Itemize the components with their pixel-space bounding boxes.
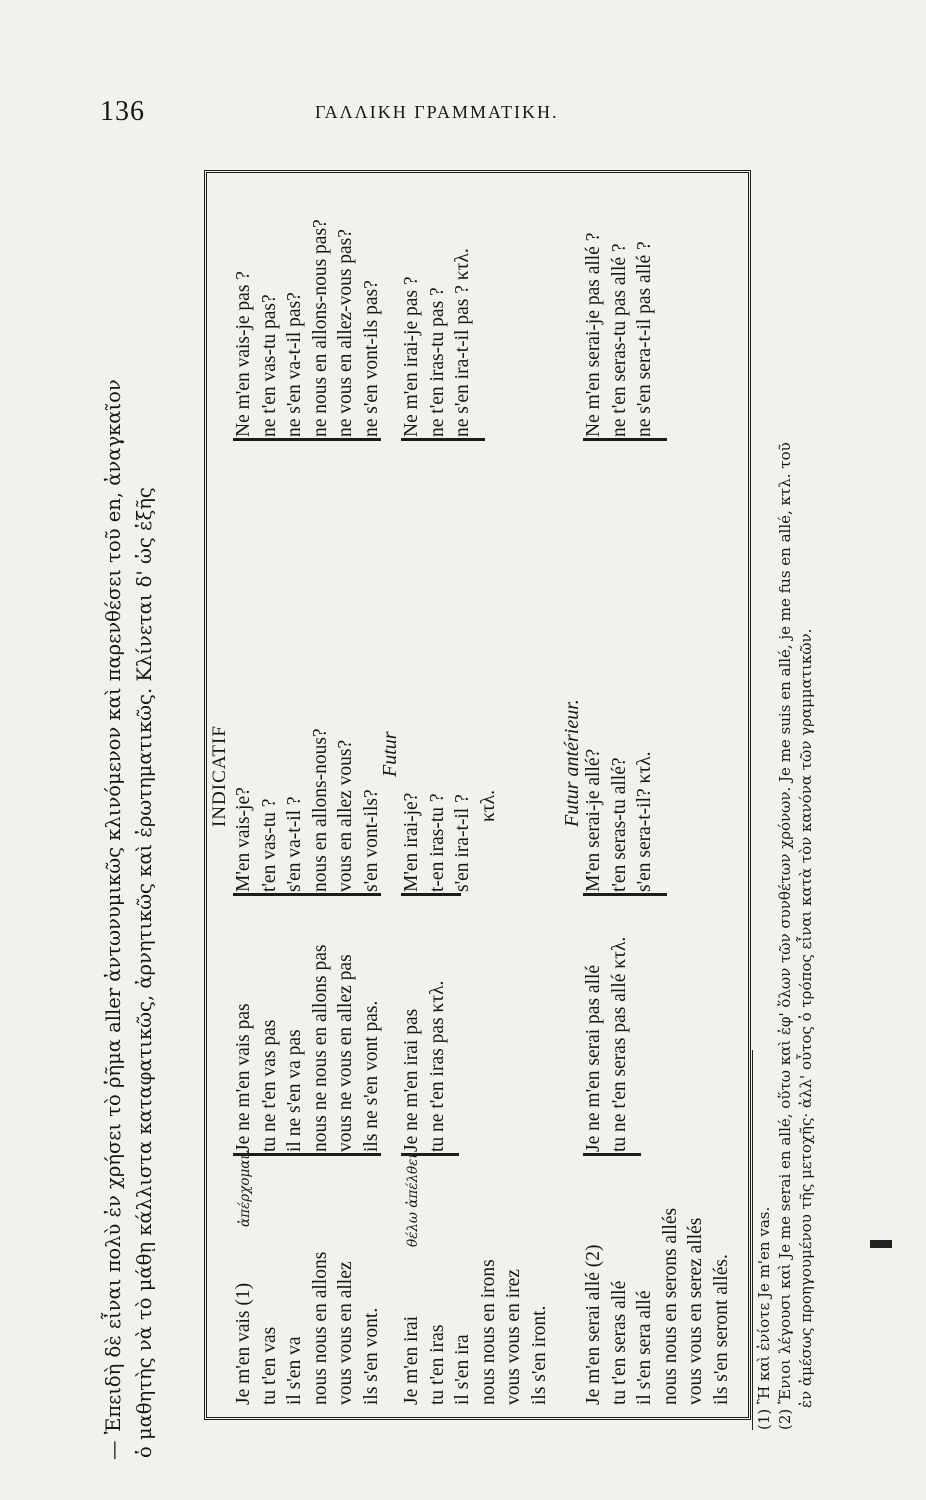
verb-form: ne t'en vas-tu pas?: [258, 294, 280, 437]
intro-line: — Ἐπειδὴ δὲ εἶναι πολὺ ἐν χρήσει τὸ ῥῆμα aller ἀντωνυμικῶς κλινόμενον καὶ παρενθέσει τοῦ en, ἀναγκαῖον: [102, 379, 125, 1460]
verb-form: Ne m'en serai-je pas allé ?: [583, 232, 604, 437]
verb-form: ne s'en sera-t-il pas allé ?: [634, 241, 655, 437]
futur-neg-interrogative: [399, 248, 476, 437]
bracket-line: [401, 893, 461, 896]
verb-form: Je ne m'en serai pas allé: [583, 964, 604, 1152]
verb-form: vous vous en allez: [335, 1261, 356, 1405]
footnote: (1) Ἢ καὶ ἐνίοτε Je m'en vas.: [755, 1206, 773, 1430]
verb-form: M'en serai-je allé?: [583, 748, 604, 892]
verb-form: ils s'en iront.: [528, 1305, 550, 1405]
verb-form: tu t'en iras: [426, 1324, 448, 1405]
verb-form: Je m'en vais (1): [233, 1282, 254, 1405]
bracket-line: [233, 893, 381, 896]
verb-form: s'en sera-t-il? κτλ.: [634, 751, 655, 892]
footnote: ἐν ἀμέσως προηγουμένου τῆς μετοχῆς· ἀλλ' οὗτος ὁ τρόπος εἶναι κατὰ τὸν κανόνα τῶν γραμματικῶν.: [797, 628, 815, 1408]
intro-line: ὁ μαθητὴς νὰ τὸ μάθῃ κάλλιστα καταφατικῶς, ἀρνητικῶς καὶ ἐρωτηματικῶς. Κλίνεται δ' ὡς ἑξῆς: [133, 487, 156, 1458]
verb-form: ils ne s'en vont pas.: [360, 1000, 382, 1152]
futur-anterieur-interrogative: [581, 749, 658, 892]
verb-form: ils s'en seront allés.: [710, 1254, 732, 1405]
verb-form: t-en iras-tu ?: [426, 793, 448, 892]
rotated-page-body: [98, 150, 828, 1460]
verb-form: vous vous en serez allés: [685, 1217, 706, 1405]
futur-anterieur-affirmative: [581, 1208, 734, 1405]
conjugation-table: [204, 170, 751, 1420]
verb-form: t'en vas-tu ?: [258, 798, 280, 892]
futur-negative: [399, 981, 450, 1152]
present-affirmative: [231, 1252, 384, 1405]
bracket-line: [583, 438, 667, 441]
verb-form: vous ne vous en allez pas: [335, 954, 356, 1152]
verb-form: M'en vais-je?: [233, 787, 254, 892]
footnotes: [754, 160, 817, 1430]
verb-form: nous nous en serons allés: [659, 1207, 681, 1405]
verb-form: s'en va-t-il ?: [284, 796, 305, 892]
verb-form: tu ne t'en seras pas allé κτλ.: [608, 936, 630, 1152]
verb-form: nous nous en allons: [309, 1251, 331, 1405]
bracket-line: [233, 438, 381, 441]
verb-form: nous en allons-nous?: [309, 728, 331, 892]
futur-anterieur-title: Futur antérieur.: [561, 699, 583, 827]
verb-form: il s'en ira: [452, 1334, 473, 1405]
verb-form: ne vous en allez-vous pas?: [335, 229, 356, 437]
futur-anterieur-negative: [581, 937, 632, 1152]
verb-form: vous en allez vous?: [335, 739, 356, 892]
table-title: INDICATIF: [209, 725, 230, 827]
verb-form: Je m'en serai allé (2): [583, 1244, 604, 1405]
verb-form: tu t'en vas: [258, 1326, 280, 1405]
futur-title: Futur: [379, 731, 401, 777]
present-interrogative: [231, 728, 384, 892]
verb-form: ils s'en vont.: [360, 1307, 382, 1405]
footnote-rule: [752, 1050, 753, 1430]
verb-form: s'en vont-ils?: [360, 789, 382, 892]
bracket-line: [583, 893, 667, 896]
present-neg-interrogative: [231, 219, 384, 437]
verb-form: Ne m'en vais-je pas ?: [233, 271, 254, 437]
futur-anterieur-neg-interrogative: [581, 233, 658, 437]
verb-form: vous vous en irez: [503, 1269, 524, 1405]
verb-form: ne s'en vont-ils pas?: [360, 280, 382, 437]
verb-form: t'en seras-tu allé?: [608, 757, 630, 892]
verb-form: tu ne t'en vas pas: [258, 1019, 280, 1152]
bracket-line: [401, 438, 485, 441]
edge-mark: [870, 1240, 892, 1248]
verb-form: il s'en sera allé: [634, 1290, 655, 1405]
verb-form: ne s'en ira-t-il pas ? κτλ.: [452, 248, 473, 437]
futur-greek-gloss: θέλω ἀπέλθει: [405, 1153, 421, 1247]
verb-form: tu ne t'en iras pas κτλ.: [426, 980, 448, 1152]
futur-interrogative: [399, 790, 501, 892]
verb-form: il ne s'en va pas: [284, 1029, 305, 1152]
verb-form: Je ne m'en vais pas: [233, 1003, 254, 1152]
verb-form: Je m'en irai: [401, 1315, 422, 1405]
bracket-line: [583, 1153, 641, 1156]
verb-form: tu t'en seras allé: [608, 1280, 630, 1405]
verb-form: ne t'en seras-tu pas allé ?: [608, 243, 630, 437]
verb-form: il s'en va: [284, 1336, 305, 1405]
running-title: ΓΑΛΛΙΚΗ ΓΡΑΜΜΑΤΙΚΗ.: [315, 101, 559, 122]
bracket-line: [401, 1153, 459, 1156]
page-number: 136: [100, 96, 145, 127]
verb-form: M'en irai-je?: [401, 792, 422, 892]
present-greek-gloss: ἀπέρχομαι.: [237, 1150, 253, 1227]
present-negative: [231, 945, 384, 1152]
intro-paragraph: [98, 160, 160, 1460]
verb-form: ne nous en allons-nous pas?: [309, 219, 331, 437]
verb-form: nous ne nous en allons pas: [309, 944, 331, 1152]
verb-form: Je ne m'en irai pas: [401, 1008, 422, 1152]
verb-form: nous nous en irons: [477, 1259, 499, 1405]
verb-form: κτλ.: [477, 790, 499, 822]
verb-form: Ne m'en irai-je pas ?: [401, 276, 422, 437]
verb-form: s'en ira-t-il ?: [452, 794, 473, 892]
futur-affirmative: [399, 1259, 552, 1405]
footnote: (2) Ἔνιοι λέγουσι καὶ Je me serai en allé, οὕτω καὶ ἐφ' ὅλων τῶν συνθέτων χρόνων. Je me suis en allé, je me fus en allé, κτλ. τοῦ: [776, 442, 794, 1430]
bracket-line: [233, 1153, 381, 1156]
page-header: [100, 92, 830, 132]
verb-form: ne t'en iras-tu pas ?: [426, 287, 448, 437]
verb-form: ne s'en va-t-il pas?: [284, 292, 305, 437]
